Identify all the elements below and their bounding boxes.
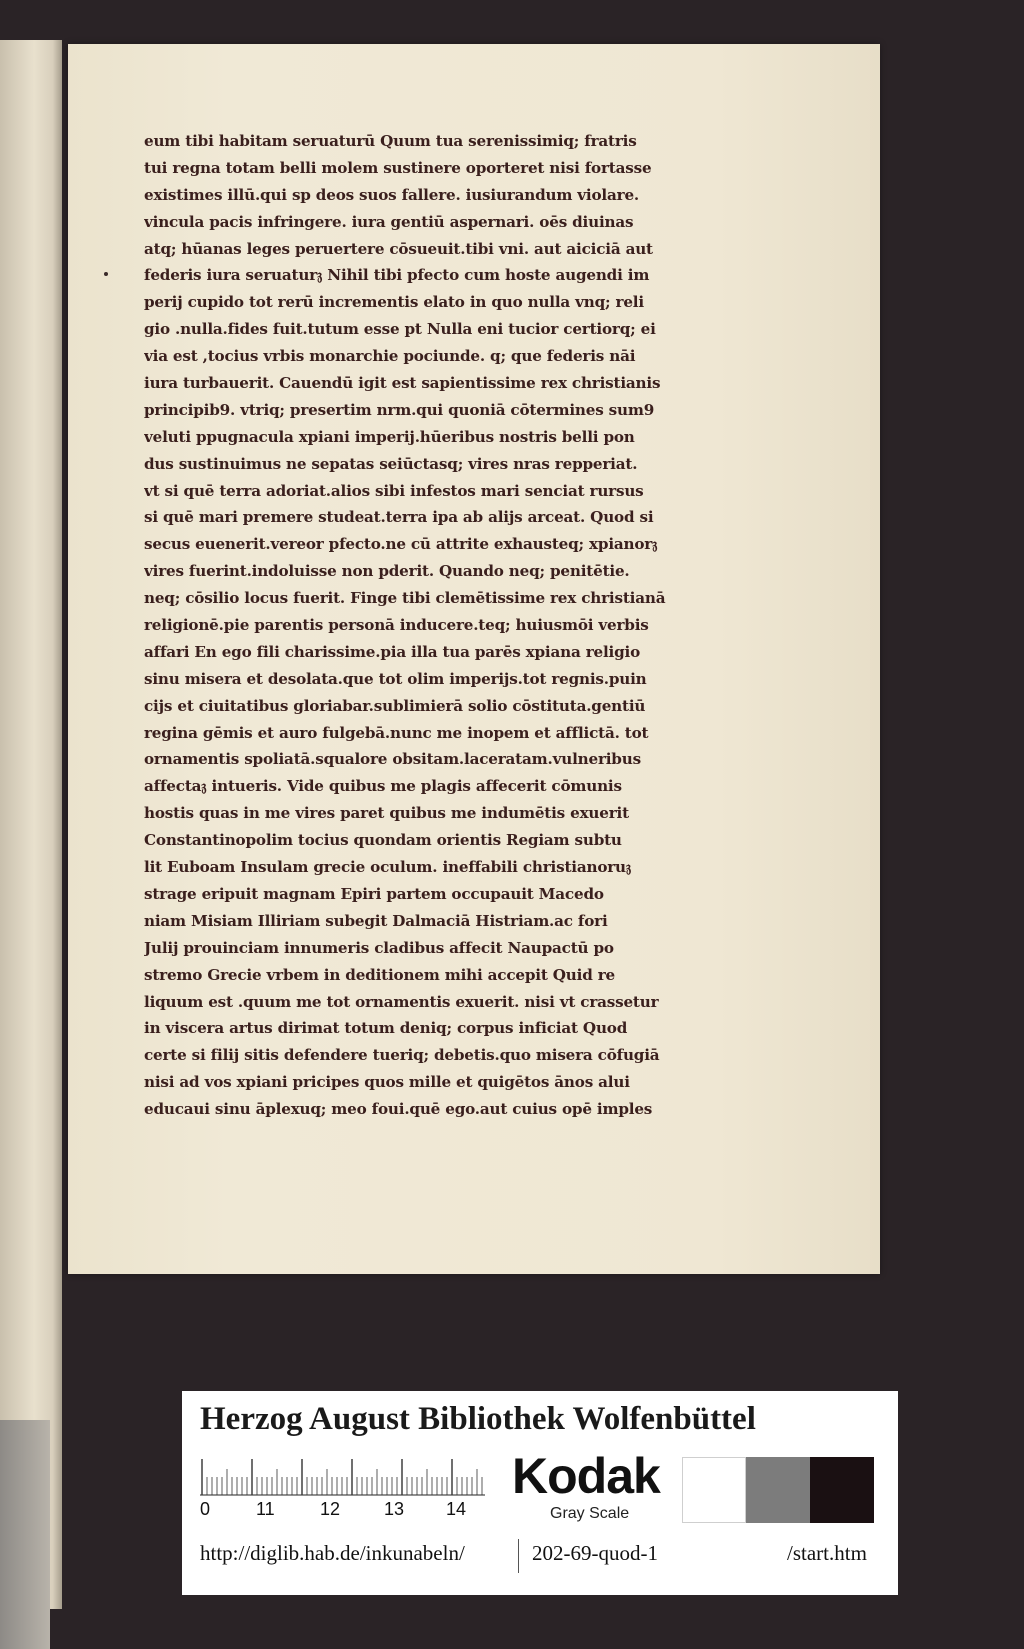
ruler-labels (200, 1457, 490, 1521)
text-line: strage eripuit magnam Epiri partem occupauit Macedo (144, 884, 604, 903)
url-suffix: /start.htm (787, 1541, 867, 1565)
text-line: atq; hūanas leges peruertere cōsueuit.tibi vni. aut aiciciā aut (144, 239, 653, 258)
page-text-block (144, 128, 744, 1123)
text-line: nisi ad vos xpiani pricipes quos mille et quigētos ānos alui (144, 1073, 630, 1092)
target-card (182, 1391, 898, 1595)
text-line: veluti ppugnacula xpiani imperij.hūeribus nostris belli pon (144, 427, 635, 446)
url-divider (518, 1539, 519, 1573)
text-line: vincula pacis infringere. iura gentiū aspernari. oēs diuinas (144, 212, 634, 231)
text-line: lit Euboam Insulam grecie oculum. ineffabili christianoru𝔷 (144, 858, 632, 877)
text-line: principib9. vtriq; presertim nrm.qui quoniā cōtermines sum9 (144, 400, 655, 419)
text-line: secus euenerit.vereor pfecto.ne cū attrite exhausteq; xpianor𝔷 (144, 535, 658, 554)
gray-swatch-black (810, 1457, 874, 1523)
adjacent-page-edge (0, 40, 62, 1609)
text-line: iura turbauerit. Cauendū igit est sapientissime rex christianis (144, 374, 661, 393)
text-line: religionē.pie parentis personā inducere.teq; huiusmōi verbis (144, 616, 649, 635)
text-line: liquum est .quum me tot ornamentis exuerit. nisi vt crassetur (144, 992, 659, 1011)
gray-scale-label: Gray Scale (550, 1505, 630, 1522)
margin-mark (104, 272, 108, 276)
text-line: neq; cōsilio locus fuerit. Finge tibi clemētissime rex christianā (144, 589, 666, 608)
library-title: Herzog August Bibliothek Wolfenbüttel (200, 1401, 756, 1437)
text-line: Julij prouinciam innumeris cladibus affecit Naupactū po (144, 938, 614, 957)
ruler-label: 11 (256, 1499, 275, 1519)
kodak-logo: Kodak (512, 1448, 660, 1504)
text-line: federis iura seruatur𝔷 Nihil tibi pfecto cum hoste augendi im (144, 266, 650, 285)
text-line: hostis quas in me vires paret quibus me indumētis exuerit (144, 804, 629, 823)
text-line: certe si filij sitis defendere tueriq; debetis.quo misera cōfugiā (144, 1046, 660, 1065)
text-line: perij cupido tot rerū incrementis elato in quo nulla vnq; reli (144, 293, 644, 312)
text-line: via est ,tocius vrbis monarchie pociunde. q; que federis nāi (144, 347, 636, 366)
text-line: existimes illū.qui sp deos suos fallere. iusiurandum violare. (144, 185, 639, 204)
text-line: vt si quē terra adoriat.alios sibi infestos mari senciat rursus (144, 481, 644, 500)
text-line: regina gēmis et auro fulgebā.nunc me inopem et afflictā. tot (144, 723, 649, 742)
ruler-label: 14 (446, 1499, 467, 1519)
url-identifier: 202-69-quod-1 (532, 1541, 658, 1565)
text-line: tui regna totam belli molem sustinere oporteret nisi fortasse (144, 158, 652, 177)
text-line: in viscera artus dirimat totum deniq; corpus inficiat Quod (144, 1019, 628, 1038)
gray-swatch-white (682, 1457, 746, 1523)
text-line: stremo Grecie vrbem in deditionem mihi accepit Quid re (144, 965, 615, 984)
ruler-label: 13 (384, 1499, 405, 1519)
text-line: Constantinopolim tocius quondam orientis Regiam subtu (144, 831, 622, 850)
text-line: gio .nulla.fides fuit.tutum esse pt Nulla eni tucior certiorq; ei (144, 320, 656, 339)
gray-swatch-mid (746, 1457, 810, 1523)
adjacent-page-shadow (0, 1420, 50, 1649)
ruler-label: 12 (320, 1499, 341, 1519)
text-line: eum tibi habitam seruaturū Quum tua serenissimiq; fratris (144, 132, 637, 150)
url-prefix: http://diglib.hab.de/inkunabeln/ (200, 1541, 465, 1565)
text-line: dus sustinuimus ne sepatas seiūctasq; vires nras repperiat. (144, 454, 638, 473)
text-line: si quē mari premere studeat.terra ipa ab alijs arceat. Quod si (144, 508, 654, 527)
text-line: sinu misera et desolata.que tot olim imperijs.tot regnis.puin (144, 669, 647, 688)
text-line: cijs et ciuitatibus gloriabar.sublimierā solio cōstituta.gentiū (144, 696, 646, 715)
text-line: affari En ego fili charissime.pia illa tua parēs xpiana religio (144, 642, 641, 661)
text-line: vires fuerint.indoluisse non pderit. Quando neq; penitētie. (144, 562, 630, 581)
text-line: affecta𝔷 intueris. Vide quibus me plagis affecerit cōmunis (144, 777, 622, 796)
text-line: ornamentis spoliatā.squalore obsitam.laceratam.vulneribus (144, 750, 641, 769)
text-line: educaui sinu āplexuq; meo foui.quē ego.aut cuius opē imples (144, 1100, 653, 1119)
text-line: niam Misiam Illiriam subegit Dalmaciā Histriam.ac fori (144, 911, 608, 930)
ruler-label: 0 (200, 1499, 211, 1519)
